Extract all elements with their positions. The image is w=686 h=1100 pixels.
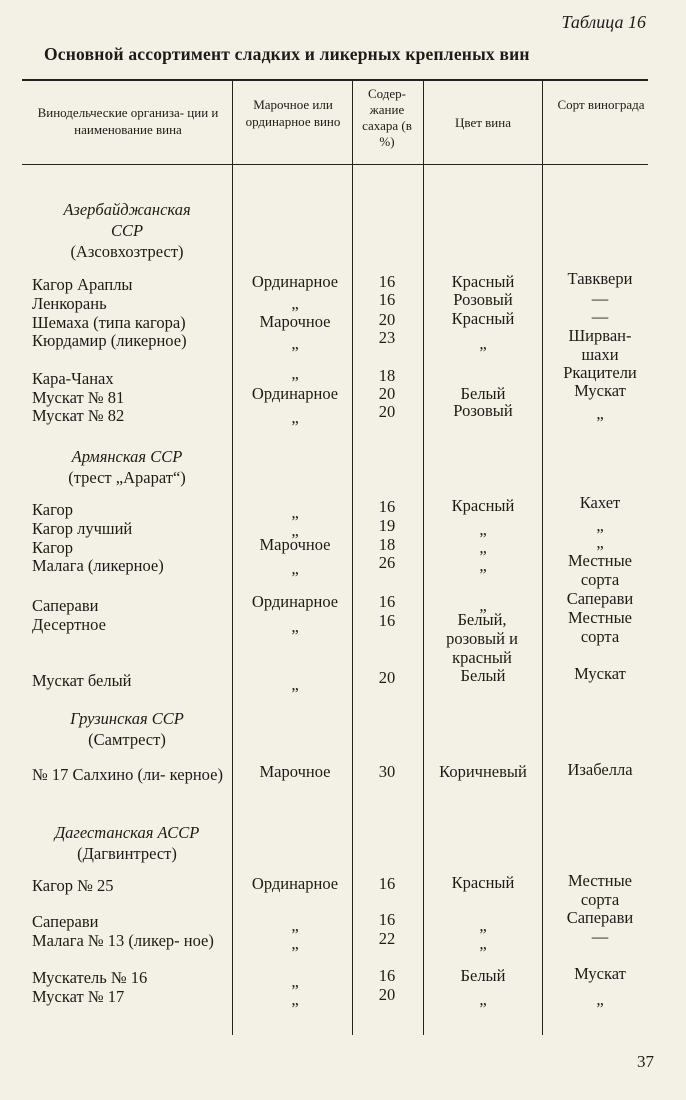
header-org: Винодельческие организа- ции и наименование вина	[37, 105, 219, 137]
wine-color: Красный	[451, 309, 515, 328]
sugar-content: 20	[378, 668, 396, 687]
wine-type: „	[291, 408, 299, 427]
wine-color: Красный	[451, 272, 515, 291]
wine-name: Мускат № 81	[32, 388, 125, 407]
sugar-content: 23	[378, 328, 396, 347]
header-top-rule	[22, 79, 648, 81]
wine-name: Мускат № 82	[32, 406, 125, 425]
grape-variety: Мускат	[574, 964, 626, 983]
group-name: Грузинская ССР	[70, 709, 184, 728]
wine-type: „	[291, 675, 299, 694]
wine-color: Розовый	[453, 401, 513, 420]
header-grape: Сорт винограда	[557, 97, 645, 112]
wine-type: „	[291, 990, 299, 1009]
grape-variety: Местные сорта	[568, 871, 632, 909]
header-bottom-rule	[22, 164, 648, 165]
header-type: Марочное или ординарное вино	[245, 97, 341, 129]
wine-name: Кагор лучший	[32, 519, 133, 538]
wine-color: „	[479, 990, 487, 1009]
wine-type: Марочное	[259, 312, 331, 331]
wine-name: Мускат белый	[32, 671, 132, 690]
wine-name: Мускат № 17	[32, 987, 125, 1006]
wine-name: Мускатель № 16	[32, 968, 148, 987]
grape-variety: —	[591, 927, 609, 946]
wine-type: „	[291, 559, 299, 578]
wine-color: „	[479, 934, 487, 953]
grape-variety: —	[591, 289, 609, 308]
sugar-content: 20	[378, 402, 396, 421]
grape-variety: Ширван-шахи	[568, 326, 632, 364]
wine-name: Шемаха (типа кагора)	[32, 313, 186, 332]
grape-variety: Кахет	[579, 493, 621, 512]
grape-variety: Ркацители	[563, 363, 637, 382]
wine-color: Белый	[460, 966, 506, 985]
group-trust: (трест „Арарат“)	[68, 468, 186, 487]
group-header	[32, 446, 222, 488]
sugar-content: 20	[378, 985, 396, 1004]
sugar-content: 18	[378, 366, 396, 385]
grape-variety: Мускат	[574, 381, 626, 400]
wine-name: № 17 Салхино (ли- керное)	[32, 765, 223, 784]
wine-color: „	[479, 596, 487, 615]
header-sugar: Содер- жание сахара (в %)	[362, 86, 412, 149]
wine-type: Ординарное	[251, 384, 339, 403]
group-trust: (Самтрест)	[88, 730, 166, 749]
sugar-content: 30	[378, 762, 396, 781]
grape-variety: „	[596, 533, 604, 552]
wine-type: „	[291, 916, 299, 935]
wine-name: Кюрдамир (ликерное)	[32, 331, 187, 350]
wine-type: „	[291, 934, 299, 953]
sugar-content: 18	[378, 535, 396, 554]
wine-type: Марочное	[259, 762, 331, 781]
wine-name: Кагор	[32, 500, 73, 519]
group-trust: (Дагвинтрест)	[77, 844, 177, 863]
wine-name: Кагор Араплы	[32, 275, 133, 294]
group-header	[32, 708, 222, 750]
grape-variety: Саперави	[566, 589, 634, 608]
wine-type: „	[291, 972, 299, 991]
wine-color: Белый, розовый и красный	[446, 610, 518, 667]
wine-name: Малага (ликерное)	[32, 556, 164, 575]
wine-color: „	[479, 538, 487, 557]
wine-type: „	[291, 334, 299, 353]
grape-variety: —	[591, 307, 609, 326]
wine-color: Розовый	[453, 290, 513, 309]
wine-color: „	[479, 556, 487, 575]
sugar-content: 16	[378, 966, 396, 985]
sugar-content: 16	[378, 290, 396, 309]
sugar-content: 20	[378, 310, 396, 329]
sugar-content: 16	[378, 910, 396, 929]
grape-variety: Мускат	[574, 664, 626, 683]
wine-type: „	[291, 503, 299, 522]
wine-name: Ленкорань	[32, 294, 107, 313]
grape-variety: Местные сорта	[568, 551, 632, 589]
wine-color: Красный	[451, 496, 515, 515]
wine-name: Саперави	[32, 912, 99, 931]
wine-color: Красный	[451, 873, 515, 892]
grape-variety: Тавквери	[567, 269, 633, 288]
wine-name: Кагор № 25	[32, 876, 114, 895]
wine-type: „	[291, 521, 299, 540]
column-divider-4	[542, 80, 543, 1035]
wine-type: Марочное	[259, 535, 331, 554]
group-name: Азербайджанская ССР	[63, 200, 191, 240]
grape-variety: „	[596, 404, 604, 423]
wine-color: „	[479, 520, 487, 539]
grape-variety: Местные сорта	[568, 608, 632, 646]
page-number: 37	[637, 1052, 654, 1071]
wine-type: Ординарное	[251, 272, 339, 291]
column-divider-1	[232, 80, 233, 1035]
wine-name: Малага № 13 (ликер- ное)	[32, 931, 214, 950]
group-trust: (Азсовхозтрест)	[70, 242, 184, 261]
grape-variety: Саперави	[566, 908, 634, 927]
wine-color: Белый	[460, 666, 506, 685]
wine-type: Ординарное	[251, 592, 339, 611]
group-header	[32, 199, 222, 262]
wine-color: „	[479, 334, 487, 353]
sugar-content: 26	[378, 553, 396, 572]
sugar-content: 19	[378, 516, 396, 535]
wine-name: Десертное	[32, 615, 106, 634]
table-label: Таблица 16	[561, 12, 646, 32]
grape-variety: Изабелла	[567, 760, 633, 779]
sugar-content: 16	[378, 497, 396, 516]
wine-name: Кагор	[32, 538, 73, 557]
sugar-content: 16	[378, 611, 396, 630]
sugar-content: 22	[378, 929, 396, 948]
wine-color: Белый	[460, 384, 506, 403]
sugar-content: 16	[378, 592, 396, 611]
wine-type: „	[291, 364, 299, 383]
wine-color: Коричневый	[439, 762, 527, 781]
sugar-content: 20	[378, 384, 396, 403]
group-name: Армянская ССР	[71, 447, 183, 466]
wine-type: „	[291, 294, 299, 313]
wine-type: „	[291, 617, 299, 636]
grape-variety: „	[596, 990, 604, 1009]
header-color: Цвет вина	[455, 115, 511, 130]
table-title: Основной ассортимент сладких и ликерных крепленых вин	[44, 44, 530, 64]
sugar-content: 16	[378, 874, 396, 893]
sugar-content: 16	[378, 272, 396, 291]
grape-variety: „	[596, 516, 604, 535]
group-name: Дагестанская АССР	[54, 823, 200, 842]
wine-name: Кара-Чанах	[32, 369, 114, 388]
group-header	[32, 822, 222, 864]
wine-color: „	[479, 916, 487, 935]
wine-name: Саперави	[32, 596, 99, 615]
wine-type: Ординарное	[251, 874, 339, 893]
